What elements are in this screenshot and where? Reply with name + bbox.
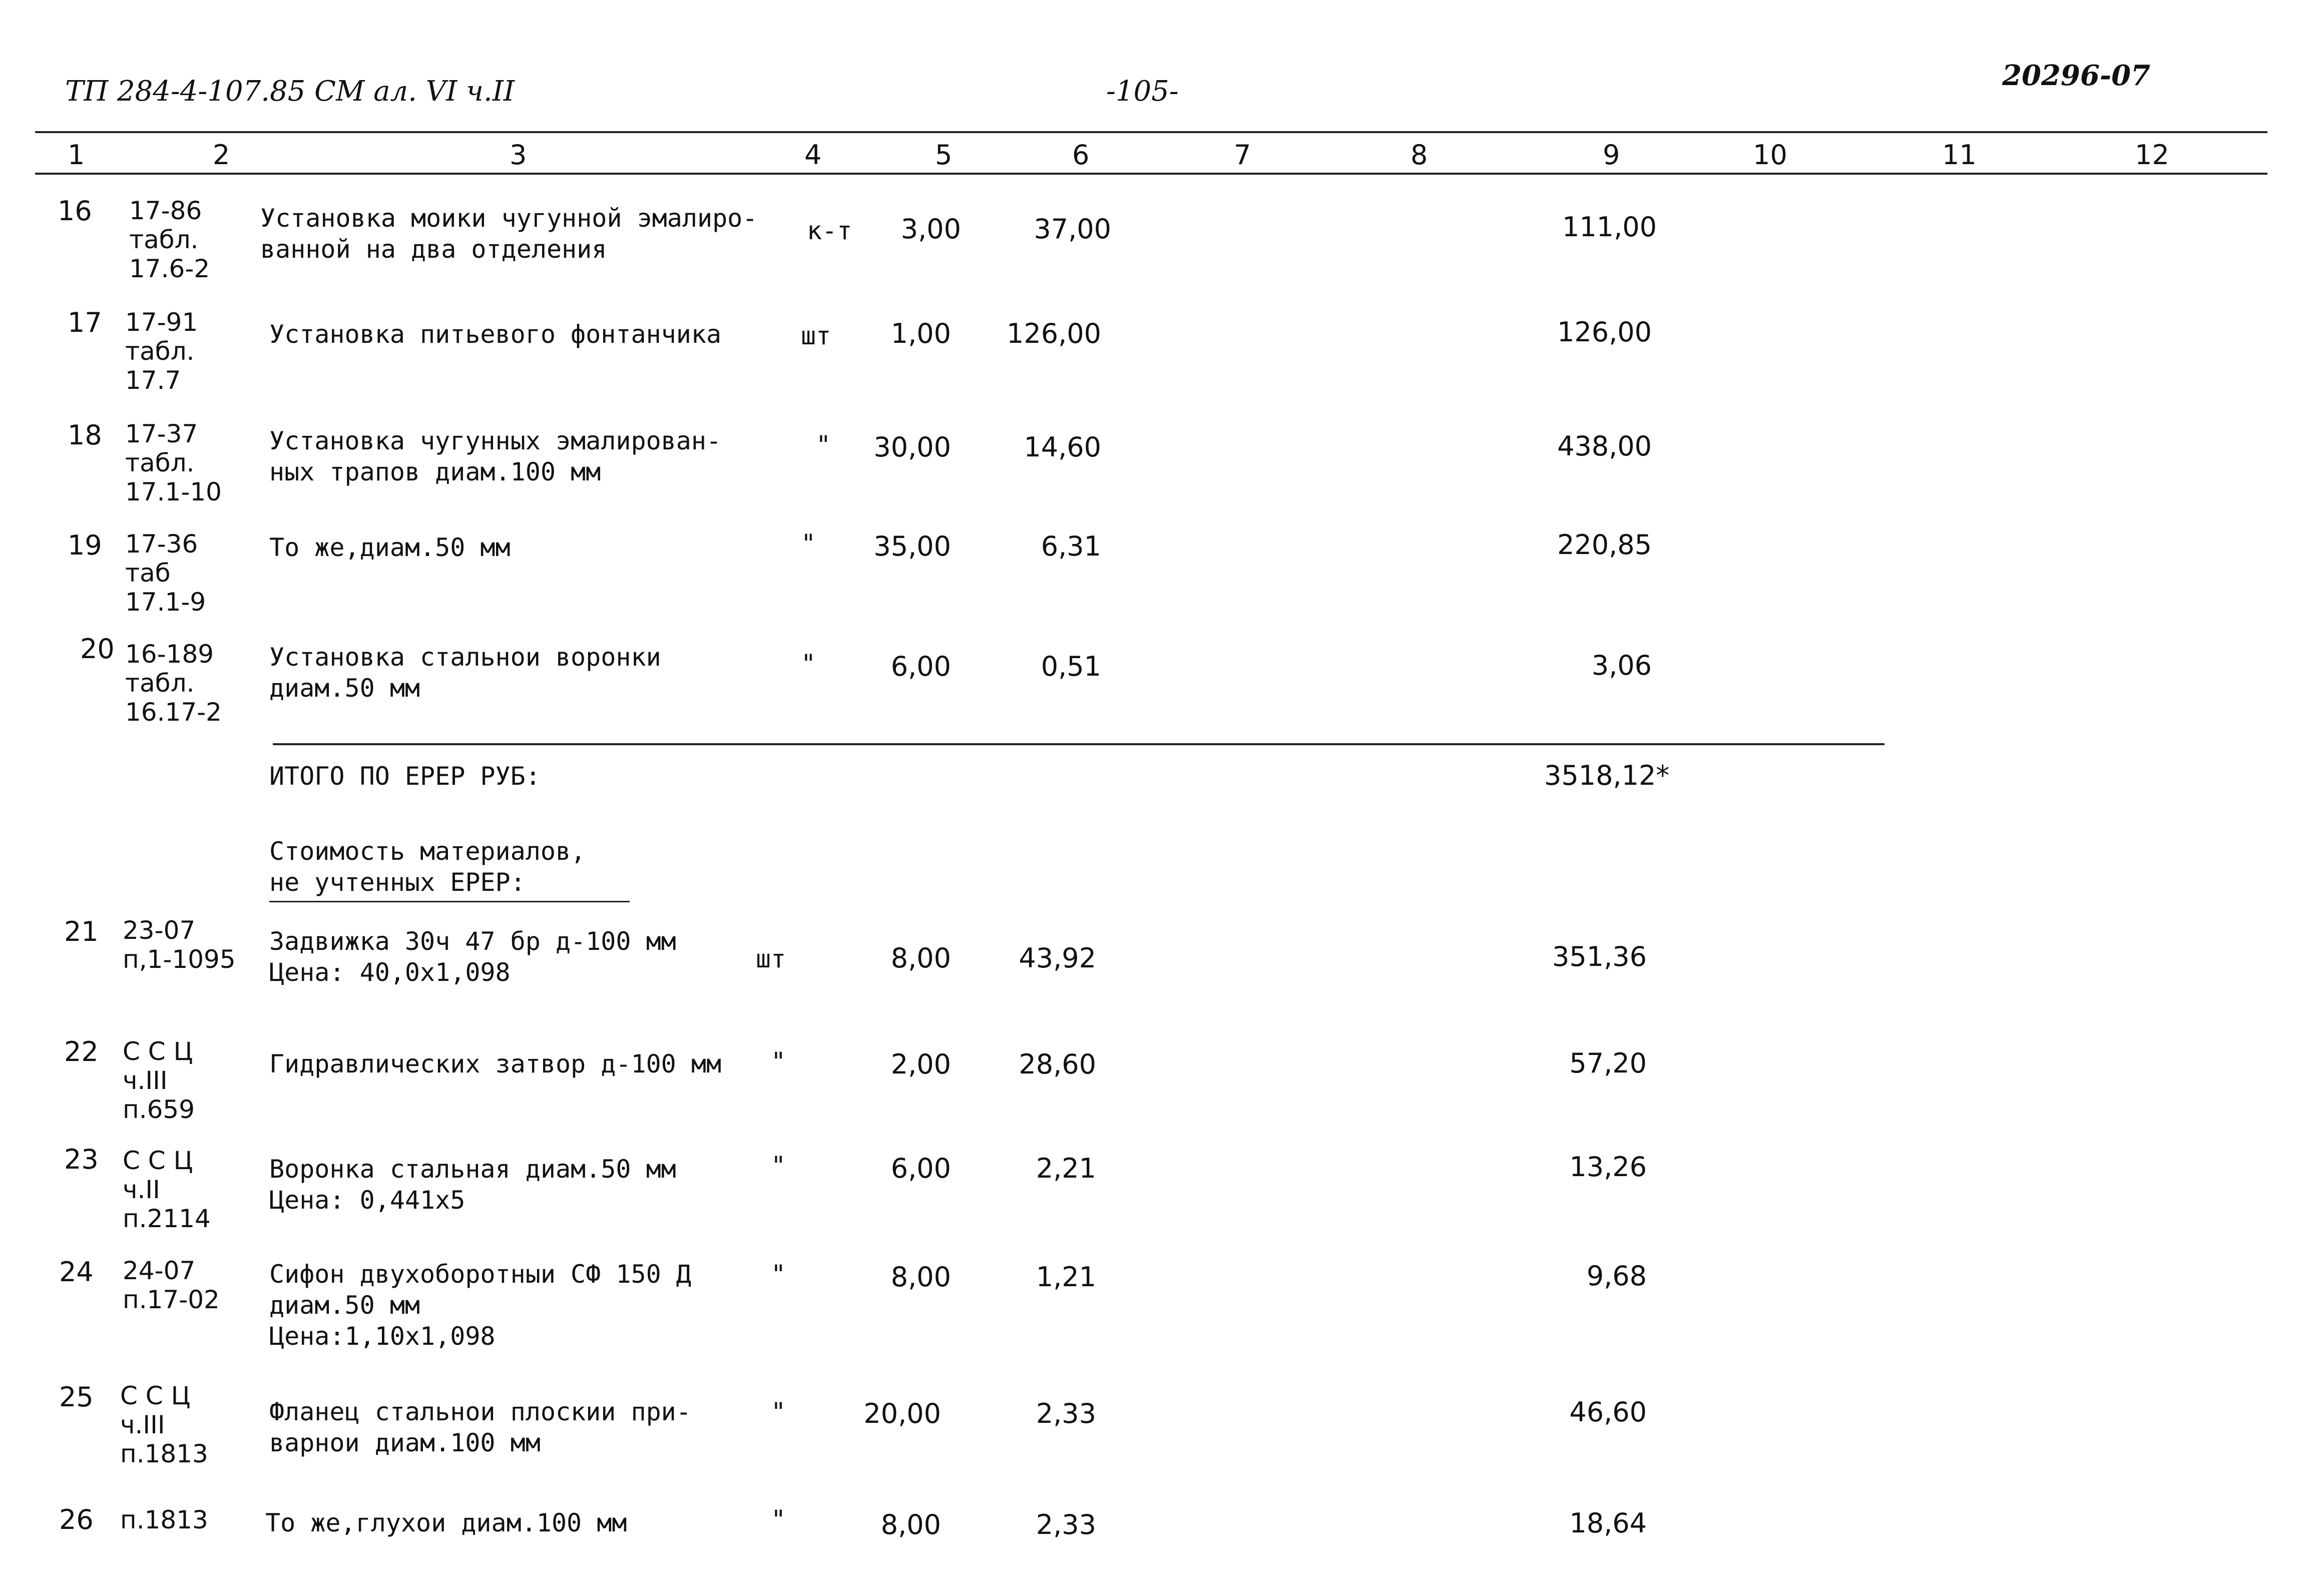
row-number: 23 bbox=[64, 1144, 99, 1175]
total-cost: 46,60 bbox=[1569, 1396, 1647, 1428]
item-description: Гидравлических затвор д-100 мм bbox=[269, 1049, 722, 1079]
materials-heading-underline bbox=[269, 901, 630, 902]
quantity: 3,00 bbox=[900, 213, 961, 245]
unit-price: 126,00 bbox=[1007, 318, 1101, 349]
unit-price: 2,33 bbox=[1036, 1509, 1096, 1540]
column-number: 9 bbox=[1603, 139, 1620, 171]
unit: " bbox=[771, 1047, 786, 1076]
quantity: 6,00 bbox=[890, 1153, 951, 1184]
quantity: 8,00 bbox=[890, 1261, 951, 1293]
unit: " bbox=[801, 529, 816, 558]
total-cost: 13,26 bbox=[1569, 1151, 1647, 1183]
column-number: 6 bbox=[1072, 139, 1090, 171]
row-number: 19 bbox=[68, 529, 102, 561]
row-number: 22 bbox=[64, 1036, 99, 1068]
norm-code: п.1813 bbox=[120, 1505, 208, 1534]
subtotal-value: 3518,12* bbox=[1544, 760, 1670, 791]
item-description: То же,глухои диам.100 мм bbox=[265, 1508, 627, 1537]
unit: к-т bbox=[807, 216, 852, 245]
unit-price: 28,60 bbox=[1019, 1048, 1096, 1080]
norm-code: 17-37 табл. 17.1-10 bbox=[125, 419, 222, 506]
row-number: 21 bbox=[64, 916, 99, 947]
norm-code: 17-36 таб 17.1-9 bbox=[125, 529, 206, 617]
unit-price: 2,21 bbox=[1036, 1153, 1096, 1184]
norm-code: 16-189 табл. 16.17-2 bbox=[125, 640, 222, 727]
column-number: 10 bbox=[1753, 139, 1787, 171]
item-description: Сифон двухоборотныи СФ 150 Д диам.50 мм Цена:1,10х1,098 bbox=[269, 1260, 691, 1351]
column-number: 3 bbox=[510, 139, 527, 171]
doc-ref-text: ТП 284-4-107.85 СМ ал. VI ч.II bbox=[65, 75, 515, 108]
item-description: Установка моики чугунной эмалиро- ванной на два отделения bbox=[260, 204, 758, 264]
unit: шт bbox=[801, 321, 831, 350]
item-description: Задвижка 30ч 47 бр д-100 мм Цена: 40,0х1,098 bbox=[269, 927, 676, 987]
norm-code: С С Ц ч.III п.659 bbox=[123, 1037, 195, 1124]
item-description: Установка питьевого фонтанчика bbox=[269, 320, 722, 349]
unit: " bbox=[816, 430, 831, 459]
document-stamp: 20296-07 bbox=[2002, 59, 2150, 92]
quantity: 8,00 bbox=[890, 942, 951, 974]
quantity: 20,00 bbox=[863, 1398, 941, 1429]
column-number: 12 bbox=[2135, 139, 2169, 171]
item-description: То же,диам.50 мм bbox=[269, 533, 511, 562]
unit: " bbox=[771, 1397, 786, 1426]
header-top-rule bbox=[35, 131, 2267, 133]
column-number: 5 bbox=[935, 139, 953, 171]
quantity: 6,00 bbox=[890, 651, 951, 682]
quantity: 35,00 bbox=[873, 530, 951, 562]
unit: " bbox=[771, 1505, 786, 1534]
unit-price: 0,51 bbox=[1041, 651, 1101, 682]
norm-code: 23-07 п,1-1095 bbox=[123, 916, 236, 974]
norm-code: С С Ц ч.II п.2114 bbox=[123, 1146, 211, 1233]
norm-code: 24-07 п.17-02 bbox=[123, 1256, 220, 1314]
row-number: 16 bbox=[58, 195, 92, 227]
item-description: Установка чугунных эмалирован- ных трапов диам.100 мм bbox=[269, 426, 722, 486]
item-description: Воронка стальная диам.50 мм Цена: 0,441х5 bbox=[269, 1155, 676, 1215]
unit: шт bbox=[756, 944, 786, 973]
column-number: 8 bbox=[1411, 139, 1428, 171]
row-number: 24 bbox=[59, 1256, 94, 1288]
unit-price: 1,21 bbox=[1036, 1261, 1096, 1293]
row-number: 25 bbox=[59, 1381, 94, 1413]
unit-price: 43,92 bbox=[1019, 942, 1096, 974]
subtotal-label: ИТОГО ПО ЕРЕР РУБ: bbox=[269, 762, 541, 791]
total-cost: 18,64 bbox=[1569, 1507, 1647, 1539]
unit-price: 6,31 bbox=[1041, 530, 1101, 562]
unit: " bbox=[801, 649, 816, 678]
total-cost: 126,00 bbox=[1557, 316, 1652, 348]
norm-code: С С Ц ч.III п.1813 bbox=[120, 1381, 208, 1468]
total-cost: 438,00 bbox=[1557, 430, 1652, 462]
total-cost: 3,06 bbox=[1591, 650, 1652, 681]
column-number: 7 bbox=[1234, 139, 1251, 171]
item-description: Фланец стальнои плоскии при- варнои диам.100 мм bbox=[269, 1397, 691, 1457]
row-number: 26 bbox=[59, 1504, 94, 1535]
total-cost: 220,85 bbox=[1557, 529, 1652, 561]
page-number: -105- bbox=[1106, 75, 1179, 108]
unit-price: 2,33 bbox=[1036, 1398, 1096, 1429]
total-cost: 9,68 bbox=[1586, 1260, 1647, 1292]
quantity: 30,00 bbox=[873, 431, 951, 463]
total-cost: 57,20 bbox=[1569, 1047, 1647, 1079]
norm-code: 17-91 табл. 17.7 bbox=[125, 308, 198, 395]
doc-reference bbox=[65, 75, 515, 108]
column-number: 1 bbox=[68, 139, 85, 171]
header-bottom-rule bbox=[35, 173, 2267, 175]
column-number: 4 bbox=[804, 139, 822, 171]
total-cost: 111,00 bbox=[1562, 211, 1657, 243]
unit: " bbox=[771, 1151, 786, 1180]
row-number: 20 bbox=[80, 633, 115, 665]
quantity: 8,00 bbox=[880, 1509, 941, 1540]
unit-price: 14,60 bbox=[1024, 431, 1101, 463]
total-cost: 351,36 bbox=[1552, 941, 1647, 972]
norm-code: 17-86 табл. 17.6-2 bbox=[129, 196, 210, 283]
quantity: 1,00 bbox=[890, 318, 951, 349]
row-number: 17 bbox=[68, 307, 102, 338]
quantity: 2,00 bbox=[890, 1048, 951, 1080]
materials-heading: Стоимость материалов, не учтенных ЕРЕР: bbox=[269, 837, 586, 897]
item-description: Установка стальнои воронки диам.50 мм bbox=[269, 643, 661, 703]
row-number: 18 bbox=[68, 419, 102, 451]
unit-price: 37,00 bbox=[1034, 213, 1111, 245]
subtotal-rule bbox=[273, 743, 1885, 745]
unit: " bbox=[771, 1260, 786, 1289]
column-number: 2 bbox=[213, 139, 230, 171]
column-number: 11 bbox=[1942, 139, 1977, 171]
